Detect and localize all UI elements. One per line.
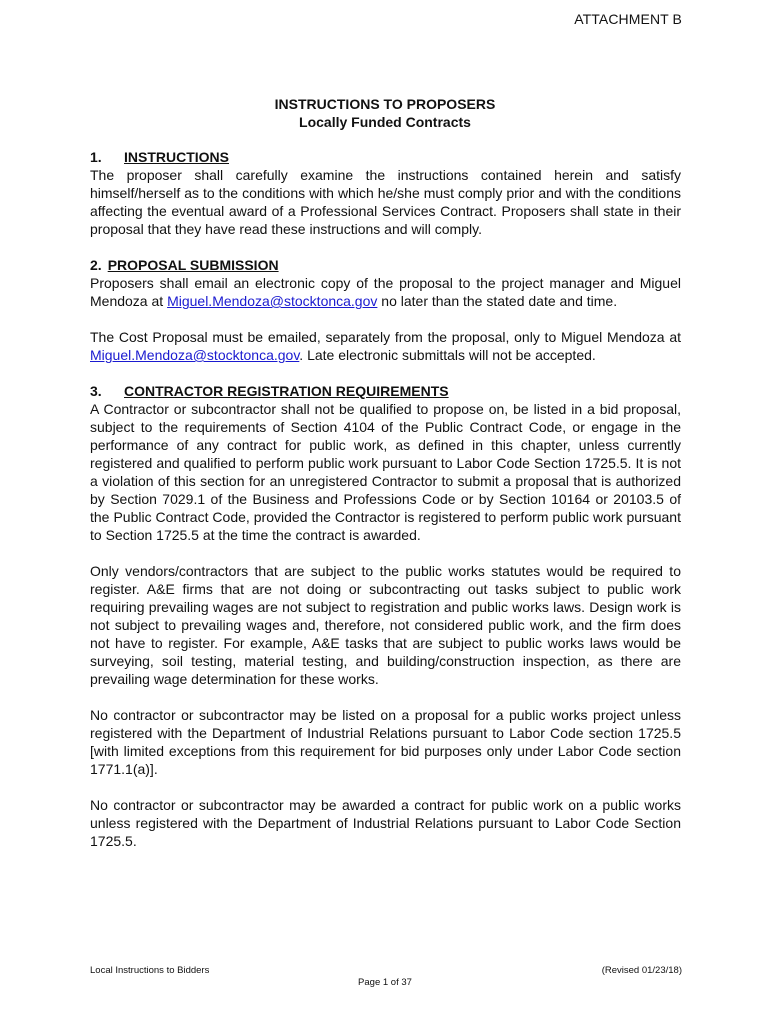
- section-1-heading: [90, 148, 681, 166]
- section-2-paragraph-1: Proposers shall email an electronic copy of the proposal to the project manager and Miguel Mendoza at Miguel.Mendoza@stocktonca.gov no later than the stated date and time.: [90, 275, 681, 309]
- document-subtitle: Locally Funded Contracts: [299, 114, 471, 130]
- section-3-paragraph-1: A Contractor or subcontractor shall not be qualified to propose on, be listed in a bid proposal, subject to the requirements of Section 4104 of the Public Contract Code, or engage in the performance of any contract for public work, as defined in this chapter, unless currently registered and qualified to perform public work pursuant to Labor Code Section 1725.5. It is not a violation of this section for an unregistered Contractor to submit a proposal that is authorized by Section 7029.1 of the Business and Professions Code or by Section 10164 or 20103.5 of the Public Contract Code, provided the Contractor is registered to perform public work pursuant to Section 1725.5 at the time the contract is awarded.: [90, 401, 681, 543]
- section-3-title: CONTRACTOR REGISTRATION REQUIREMENTS: [124, 383, 449, 399]
- page-number: Page 1 of 37: [358, 977, 412, 988]
- section-2-heading: [90, 256, 681, 274]
- footer-revision: (Revised 01/23/18): [601, 965, 682, 976]
- section-1-paragraph: The proposer shall carefully examine the instructions contained herein and satisfy himself/herself as to the conditions with which he/she must comply prior and with the conditions affecting the eventual award of a Professional Services Contract. Proposers shall state in their proposal that they have read these instructions and will comply.: [90, 167, 681, 237]
- document-body: [90, 148, 681, 850]
- email-link-2[interactable]: Miguel.Mendoza@stocktonca.gov: [90, 347, 300, 363]
- section-2-paragraph-2: The Cost Proposal must be emailed, separately from the proposal, only to Miguel Mendoza at Miguel.Mendoza@stocktonca.gov. Late electronic submittals will not be accepted.: [90, 329, 681, 363]
- document-titles: [0, 95, 770, 131]
- section-3-number: 3.: [90, 383, 102, 399]
- section-2-title: PROPOSAL SUBMISSION: [107, 257, 279, 273]
- section-3-paragraph-4: No contractor or subcontractor may be awarded a contract for public work on a public works unless registered with the Department of Industrial Relations pursuant to Labor Code Section 1725.5.: [90, 797, 681, 849]
- section-1-number: 1.: [90, 149, 102, 165]
- attachment-label: ATTACHMENT B: [574, 11, 682, 27]
- section-3-heading: [90, 382, 681, 400]
- section-1-title: INSTRUCTIONS: [124, 149, 229, 165]
- email-link[interactable]: Miguel.Mendoza@stocktonca.gov: [167, 293, 378, 309]
- footer-document-name: Local Instructions to Bidders: [90, 965, 210, 976]
- document-title: INSTRUCTIONS TO PROPOSERS: [274, 96, 496, 112]
- section-2-number: 2.: [90, 257, 102, 273]
- section-3-paragraph-2: Only vendors/contractors that are subject to the public works statutes would be required to register. A&E firms that are not doing or subcontracting out tasks subject to public work requiring prevailing wages are not subject to registration and public works laws. Design work is not subject to prevailing wages and, therefore, not considered public work, and the firm does not have to register. For example, A&E tasks that are subject to public works laws would be surveying, soil testing, material testing, and building/construction inspection, as there are prevailing wage determination for these works.: [90, 563, 681, 687]
- section-3-paragraph-3: No contractor or subcontractor may be listed on a proposal for a public works project unless registered with the Department of Industrial Relations pursuant to Labor Code section 1725.5 [with limited exceptions from this requirement for bid purposes only under Labor Code section 1771.1(a)].: [90, 707, 681, 777]
